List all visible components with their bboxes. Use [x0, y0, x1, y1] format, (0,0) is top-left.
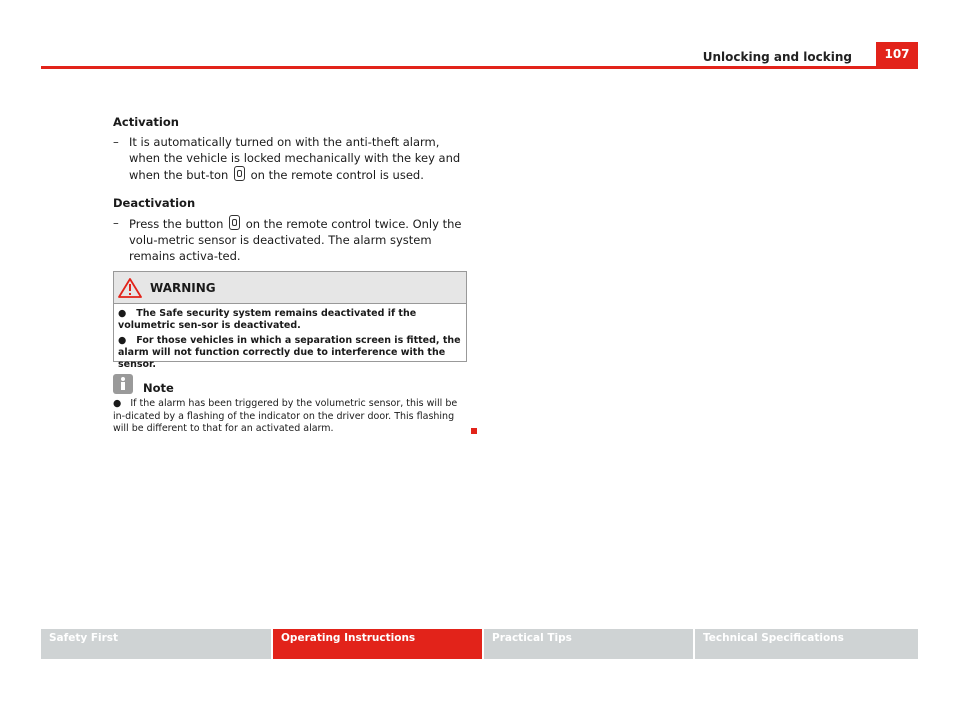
bullet: ●: [113, 398, 122, 409]
page-section-title: Unlocking and locking: [702, 50, 852, 64]
warning-title: WARNING: [150, 280, 216, 295]
note-title: Note: [143, 380, 174, 395]
activation-text-start: It is automatically turned on with the anti-theft alarm, when the vehicle is locked mechanically with the key and when the but-ton: [129, 135, 461, 182]
note-body: [113, 398, 469, 436]
deactivation-text-end: on the remote control twice. Only the volu-metric sensor is deactivated. The alarm system remains activa-ted.: [129, 217, 462, 263]
note-header: [113, 374, 469, 394]
note-item: [113, 398, 469, 436]
note-section: [113, 374, 469, 436]
deactivation-heading: Deactivation: [113, 196, 196, 210]
activation-text-end: on the remote control is used.: [250, 168, 424, 182]
warning-box: [113, 271, 467, 370]
activation-item: [113, 134, 469, 183]
end-of-section-marker: [471, 428, 477, 434]
warning-item: [118, 335, 462, 371]
info-glyph-icon: [116, 376, 130, 392]
deactivation-text-start: Press the button: [129, 217, 224, 231]
warning-item: [118, 308, 462, 332]
footer-tab-practical-tips[interactable]: Practical Tips: [484, 629, 693, 659]
dash-bullet: –: [113, 135, 119, 149]
remote-lock-button-icon: [234, 166, 245, 181]
info-book-icon: [113, 374, 133, 394]
activation-heading: Activation: [113, 115, 179, 129]
main-content: [113, 114, 469, 272]
warning-item-text: For those vehicles in which a separation screen is fitted, the alarm will not function correctly due to interference with the sensor.: [118, 335, 461, 370]
deactivation-item: [113, 215, 469, 264]
note-text: If the alarm has been triggered by the volumetric sensor, this will be in-dicated by a flashing of the indicator on the driver door. This flashing will be different to that for an activated alarm.: [113, 398, 458, 434]
remote-lock-button-icon: [229, 215, 240, 230]
header-rule: [41, 66, 918, 69]
footer-tab-safety-first[interactable]: Safety First: [41, 629, 271, 659]
warning-header: [114, 272, 466, 304]
bullet: ●: [118, 308, 127, 319]
footer-tab-technical-specifications[interactable]: Technical Specifications: [695, 629, 918, 659]
footer-nav: [41, 629, 918, 659]
dash-bullet: –: [113, 216, 119, 230]
page-number: 107: [876, 42, 918, 66]
warning-triangle-icon: [118, 278, 142, 298]
warning-item-text: The Safe security system remains deactivated if the volumetric sen-sor is deactivated.: [118, 308, 417, 331]
footer-tab-operating-instructions[interactable]: Operating Instructions: [273, 629, 482, 659]
warning-body: [114, 304, 466, 371]
bullet: ●: [118, 335, 127, 346]
